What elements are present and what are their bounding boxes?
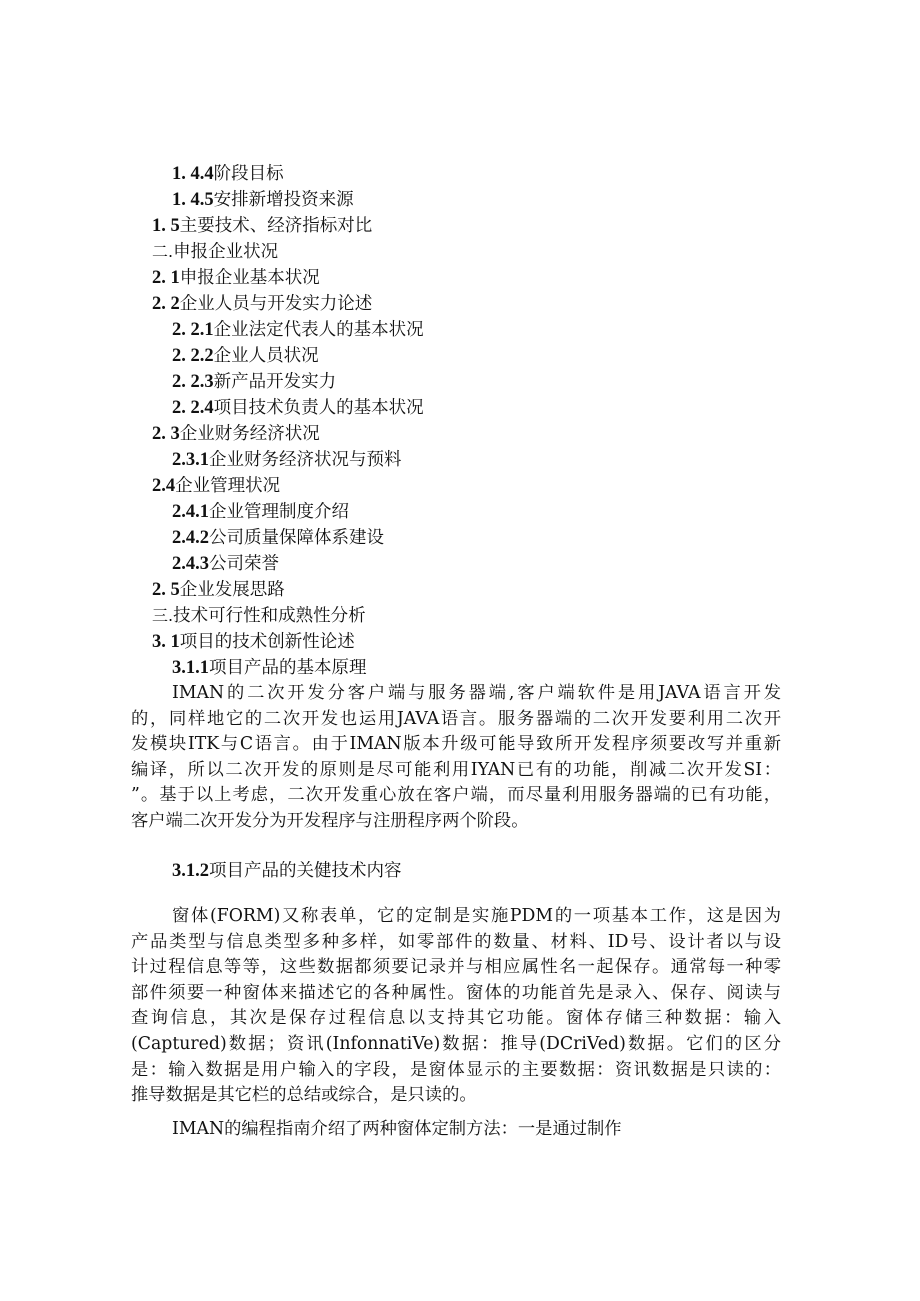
paragraph-line: (Captured)数据；资讯(InfonnatiVe)数据：推导(DCriVed)数据。它们的区分 bbox=[131, 1033, 781, 1054]
toc-entry: 3.1.1项目产品的基本原理 bbox=[172, 658, 367, 678]
toc-entry: 2. 1申报企业基本状况 bbox=[152, 268, 320, 288]
toc-entry: 2. 2.4项目技术负责人的基本状况 bbox=[172, 398, 424, 418]
toc-entry: 1. 4.5安排新增投资来源 bbox=[172, 190, 354, 210]
toc-entry: 2. 2.2企业人员状况 bbox=[172, 346, 319, 366]
paragraph-line: 产品类型与信息类型多种多样，如零部件的数量、材料、ID号、设计者以与设 bbox=[131, 931, 781, 952]
paragraph-line: 推导数据是其它栏的总结或综合，是只读的。 bbox=[131, 1085, 477, 1106]
toc-entry: 2.3.1企业财务经济状况与预料 bbox=[172, 450, 402, 470]
body-paragraph bbox=[131, 681, 781, 835]
paragraph-line: 发模块ITK与C语言。由于IMAN版本升级可能导致所开发程序须要改写并重新 bbox=[131, 734, 781, 755]
toc-entry: 2.4.2公司质量保障体系建设 bbox=[172, 528, 384, 548]
paragraph-line: 窗体(FORM)又称表单，它的定制是实施PDM的一项基本工作，这是因为 bbox=[172, 906, 781, 926]
toc-entry: 2.4.3公司荣誉 bbox=[172, 554, 279, 574]
toc-entry: 1. 4.4阶段目标 bbox=[172, 164, 284, 184]
paragraph-line: IMAN的编程指南介绍了两种窗体定制方法：一是通过制作 bbox=[172, 1119, 622, 1139]
section-heading: 3.1.2项目产品的关健技术内容 bbox=[172, 861, 402, 881]
toc-entry: 3. 1项目的技术创新性论述 bbox=[152, 632, 355, 652]
paragraph-line: 的，同样地它的二次开发也运用JAVA语言。服务器端的二次开发要利用二次开 bbox=[131, 708, 781, 729]
toc-entry: 2.4企业管理状况 bbox=[152, 476, 281, 496]
toc-entry: 2. 2.3新产品开发实力 bbox=[172, 372, 337, 392]
toc-entry: 2. 5企业发展思路 bbox=[152, 580, 285, 600]
toc-entry: 1. 5主要技术、经济指标对比 bbox=[152, 216, 373, 236]
paragraph-line: 计过程信息等等，这些数据都须要记录并与相应属性名一起保存。通常每一种零 bbox=[131, 957, 781, 978]
paragraph-line: 查询信息，其次是保存过程信息以支持其它功能。窗体存储三种数据：输入 bbox=[131, 1008, 781, 1029]
paragraph-line: 编译，所以二次开发的原则是尽可能利用IYAN已有的功能，削减二次开发SI： bbox=[131, 759, 781, 780]
toc-entry: 三.技术可行性和成熟性分析 bbox=[152, 606, 366, 626]
body-paragraph bbox=[131, 904, 781, 1109]
paragraph-line: 客户端二次开发分为开发程序与注册程序两个阶段。 bbox=[131, 810, 529, 831]
toc-entry: 2. 3企业财务经济状况 bbox=[152, 424, 320, 444]
toc-entry: 2. 2.1企业法定代表人的基本状况 bbox=[172, 320, 424, 340]
paragraph-line: IMAN的二次开发分客户端与服务器端,客户端软件是用JAVA语言开发 bbox=[172, 683, 781, 703]
toc-entry: 2. 2企业人员与开发实力论述 bbox=[152, 294, 373, 314]
body-paragraph bbox=[131, 1117, 781, 1143]
paragraph-line: 是：输入数据是用户输入的字段，是窗体显示的主要数据：资讯数据是只读的： bbox=[131, 1059, 781, 1080]
paragraph-line: ”。基于以上考虑，二次开发重心放在客户端，而尽量利用服务器端的已有功能， bbox=[131, 785, 781, 806]
paragraph-line: 部件须要一种窗体来描述它的各种属性。窗体的功能首先是录入、保存、阅读与 bbox=[131, 982, 781, 1003]
toc-entry: 二.申报企业状况 bbox=[152, 242, 279, 262]
toc-entry: 2.4.1企业管理制度介绍 bbox=[172, 502, 349, 522]
